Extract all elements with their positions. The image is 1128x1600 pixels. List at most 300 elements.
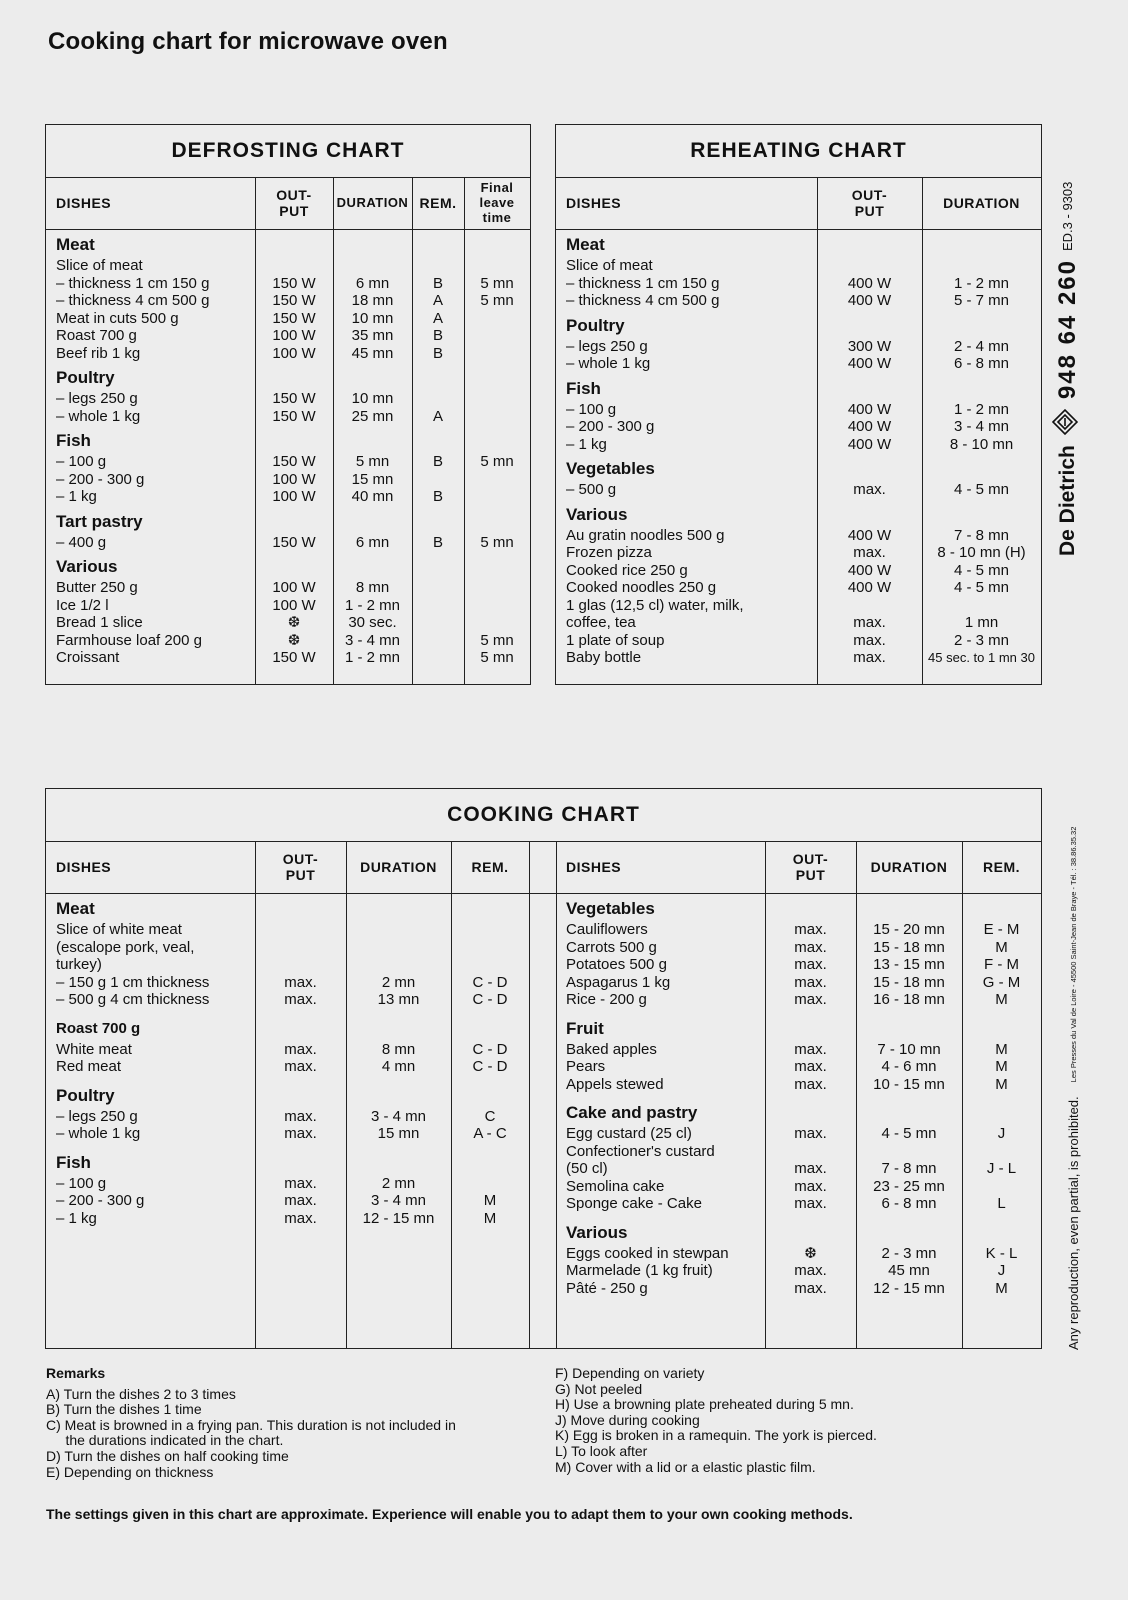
cell-output: 400 W: [847, 400, 892, 418]
table-row: [566, 1143, 1041, 1161]
remark-item: C) Meat is browned in a frying pan. This duration is not included in: [46, 1416, 456, 1433]
cell-rem: K - L: [985, 1244, 1018, 1262]
group-heading: Poultry: [56, 1085, 115, 1105]
cell-rem: C - D: [472, 1058, 508, 1075]
cell-duration: 40 mn: [351, 488, 394, 505]
cell-output: [765, 1143, 856, 1161]
cell-duration: 35 mn: [351, 327, 394, 344]
table-row: [566, 275, 1041, 293]
cell-dish: – thickness 4 cm 500 g: [566, 292, 720, 309]
group-heading: Fish: [56, 1152, 91, 1172]
cell-rem: C - D: [472, 1040, 508, 1058]
table-row: [56, 991, 529, 1009]
cell-output: max.: [284, 1192, 317, 1209]
cell-rem: [962, 1178, 1041, 1196]
remark-item: the durations indicated in the chart.: [46, 1432, 284, 1449]
cell-duration: [922, 257, 1041, 275]
cell-duration: 10 mn: [351, 309, 394, 327]
cell-rem: G - M: [982, 973, 1021, 991]
table-row: [56, 632, 530, 650]
cell-dish: – thickness 1 cm 150 g: [56, 274, 210, 292]
table-row: [566, 257, 1041, 275]
cell-rem: L: [997, 1195, 1006, 1212]
table-row: [566, 401, 1041, 419]
cell-output: 150 W: [272, 407, 316, 425]
cell-rem: C: [484, 1107, 496, 1125]
table-row: [56, 408, 530, 426]
cell-dish: Roast 700 g: [56, 327, 137, 344]
cooking-chart-title: COOKING CHART: [447, 803, 640, 826]
group-heading: Fish: [566, 378, 601, 398]
cell-rem: M: [995, 1058, 1008, 1075]
table-row: [566, 481, 1041, 499]
remark-item: E) Depending on thickness: [46, 1463, 214, 1480]
cell-rem: M: [995, 991, 1008, 1008]
cell-dish: Sponge cake - Cake: [566, 1195, 702, 1212]
cell-duration: 4 - 5 mn: [953, 579, 1010, 596]
cell-duration: 16 - 18 mn: [873, 991, 945, 1008]
cell-rem: E - M: [983, 921, 1020, 938]
cell-output: max.: [794, 1195, 827, 1212]
cell-leave: [464, 471, 530, 489]
cooking-chart-left-body: [56, 897, 529, 1227]
cell-leave: 5 mn: [480, 453, 514, 470]
cell-duration: 15 mn: [377, 1125, 420, 1142]
table-row: [56, 1210, 529, 1228]
cell-dish: Cooked noodles 250 g: [566, 579, 717, 596]
table-row: [566, 614, 1041, 632]
cell-leave: [464, 345, 530, 363]
cell-rem: J - L: [986, 1160, 1017, 1177]
defrosting-chart: [45, 124, 531, 685]
cell-duration: 7 - 8 mn: [881, 1160, 937, 1177]
cell-dish: – 1 kg: [56, 488, 97, 505]
table-row: [566, 338, 1041, 356]
cell-duration: 2 - 3 mn: [881, 1244, 937, 1262]
cell-dish: – 400 g: [56, 533, 107, 551]
cell-dish: Confectioner's custard: [566, 1142, 715, 1160]
table-row: [56, 1192, 529, 1210]
cell-duration: 45 mn: [351, 344, 394, 362]
cell-leave: 5 mn: [480, 631, 514, 649]
table-row: [566, 597, 1041, 615]
cell-dish: Baked apples: [566, 1040, 657, 1058]
cell-rem: B: [432, 274, 443, 292]
remark-item: B) Turn the dishes 1 time: [46, 1401, 202, 1418]
cooking-chart-right-body: [566, 897, 1041, 1297]
cell-output: 400 W: [847, 418, 892, 435]
table-row: [56, 275, 530, 293]
cell-output: max.: [794, 1177, 827, 1195]
table-row: [56, 488, 530, 506]
cell-duration: 4 mn: [381, 1058, 416, 1075]
defrosting-chart-body: [56, 233, 530, 667]
table-row: [56, 345, 530, 363]
cell-output: 150 W: [272, 274, 316, 292]
table-row: [566, 562, 1041, 580]
cell-dish: Meat in cuts 500 g: [56, 309, 179, 327]
edition-label: ED.3 - 9303: [1060, 181, 1075, 251]
table-row: [56, 921, 529, 939]
group-heading: Fish: [56, 431, 91, 450]
table-row: [566, 1160, 1041, 1178]
cell-rem: [412, 632, 464, 650]
cell-output: max.: [284, 1209, 317, 1227]
cell-output: 150 W: [272, 533, 316, 551]
header-dishes: DISHES: [566, 195, 622, 211]
group-heading: Fruit: [566, 1018, 604, 1038]
cell-output: 150 W: [272, 390, 316, 407]
cell-dish: – 1 kg: [56, 1209, 97, 1227]
remark-item: G) Not peeled: [555, 1380, 643, 1397]
remark-item: L) To look after: [555, 1442, 648, 1459]
cell-duration: 1 - 2 mn: [344, 596, 401, 614]
cell-rem: J: [997, 1125, 1006, 1142]
cell-rem: M: [995, 1040, 1008, 1058]
cell-dish: Marmelade (1 kg fruit): [566, 1262, 713, 1279]
remark-item: M) Cover with a lid or a elastic plastic film.: [555, 1458, 816, 1475]
cell-output: max.: [284, 1058, 317, 1075]
cell-dish: – 200 - 300 g: [566, 418, 655, 435]
cell-output: max.: [794, 973, 827, 991]
cell-rem: B: [432, 344, 443, 362]
remarks-title: Remarks: [46, 1365, 106, 1381]
cell-output: 400 W: [847, 526, 892, 544]
cell-dish: Red meat: [56, 1058, 122, 1075]
cell-rem: M: [483, 1209, 497, 1227]
cell-rem: [451, 1175, 529, 1193]
cell-dish: Slice of white meat: [56, 921, 182, 938]
cell-dish: Cooked rice 250 g: [566, 561, 688, 579]
table-row: [56, 1041, 529, 1059]
cell-duration: 6 - 8 mn: [881, 1195, 937, 1212]
cell-dish: Pears: [566, 1058, 606, 1075]
table-row: [566, 1195, 1041, 1213]
cell-output: 400 W: [847, 561, 892, 579]
cell-dish: (escalope pork, veal,: [56, 938, 195, 956]
defrost-symbol-icon: ❆: [287, 614, 301, 631]
cell-output: max.: [794, 991, 827, 1008]
cell-rem: A: [432, 407, 443, 425]
group-heading: Roast 700 g: [56, 1019, 141, 1037]
page-title: Cooking chart for microwave oven: [48, 28, 448, 55]
header-rem-right: REM.: [983, 859, 1020, 875]
cell-duration: 4 - 5 mn: [881, 1125, 937, 1142]
cell-rem: M: [483, 1192, 497, 1209]
cooking-chart: [45, 788, 1042, 1349]
group-heading: Tart pastry: [56, 511, 143, 531]
table-row: [56, 579, 530, 597]
table-row: [566, 1076, 1041, 1094]
table-row: [56, 1108, 529, 1126]
table-row: [566, 544, 1041, 562]
cell-dish: – whole 1 kg: [566, 355, 651, 372]
cell-duration: 6 - 8 mn: [953, 355, 1010, 372]
cell-output: 100 W: [272, 579, 316, 596]
cell-dish: Frozen pizza: [566, 544, 652, 561]
cell-output: max.: [794, 956, 827, 973]
cell-output: max.: [794, 1279, 827, 1297]
cell-duration: 10 - 15 mn: [873, 1075, 945, 1093]
header-output-right: OUT- PUT: [792, 851, 829, 883]
table-row: [566, 1262, 1041, 1280]
group-heading: Vegetables: [566, 459, 655, 478]
cell-output: 400 W: [847, 292, 892, 309]
cell-leave: [464, 488, 530, 506]
cell-dish: – thickness 1 cm 150 g: [566, 274, 720, 292]
cell-rem: [412, 579, 464, 597]
cell-output: max.: [853, 614, 886, 631]
table-row: [566, 436, 1041, 454]
cell-dish: 1 glas (12,5 cl) water, milk,: [566, 596, 744, 614]
cell-output: max.: [853, 481, 886, 498]
cell-dish: – legs 250 g: [566, 337, 648, 355]
cell-duration: 3 - 4 mn: [953, 418, 1010, 435]
table-row: [56, 939, 529, 957]
cell-output: 150 W: [272, 649, 316, 666]
cell-dish: – 500 g 4 cm thickness: [56, 991, 210, 1008]
cell-leave: [464, 579, 530, 597]
cell-dish: Butter 250 g: [56, 579, 138, 596]
header-duration: DURATION: [943, 195, 1020, 211]
cell-duration: 45 sec. to 1 mn 30: [928, 650, 1035, 665]
cell-dish: Croissant: [56, 649, 120, 666]
table-row: [566, 991, 1041, 1009]
cell-duration: 2 - 3 mn: [953, 631, 1010, 649]
cell-duration: 3 - 4 mn: [370, 1192, 427, 1209]
cell-duration: 7 - 8 mn: [953, 526, 1010, 544]
cell-duration: 4 - 6 mn: [881, 1058, 937, 1075]
cell-dish: Ice 1/2 l: [56, 596, 109, 614]
table-row: [566, 1178, 1041, 1196]
table-row: [56, 257, 530, 275]
cell-output: max.: [794, 938, 827, 956]
cell-rem: [412, 471, 464, 489]
defrosting-chart-title: DEFROSTING CHART: [171, 139, 405, 162]
cell-rem: M: [995, 938, 1008, 956]
table-row: [56, 1125, 529, 1143]
cell-output: 400 W: [847, 435, 892, 453]
cell-leave: [464, 257, 530, 275]
table-row: [56, 310, 530, 328]
cell-dish: – 100 g: [56, 1174, 107, 1192]
cell-rem: F - M: [984, 956, 1019, 973]
cell-dish: Eggs cooked in stewpan: [566, 1244, 729, 1262]
cell-output: 150 W: [272, 309, 316, 327]
table-row: [56, 597, 530, 615]
cell-duration: 6 mn: [355, 533, 390, 551]
table-row: [56, 649, 530, 667]
cell-dish: 1 plate of soup: [566, 631, 665, 649]
remark-item: D) Turn the dishes on half cooking time: [46, 1447, 289, 1464]
cell-rem: B: [432, 453, 443, 470]
header-rem: REM.: [419, 195, 457, 211]
cell-duration: 1 - 2 mn: [344, 649, 401, 666]
cell-dish: Bread 1 slice: [56, 614, 143, 631]
header-output: OUT- PUT: [851, 187, 888, 219]
cell-output: max.: [284, 1125, 317, 1142]
group-heading: Various: [566, 504, 628, 524]
table-row: [56, 471, 530, 489]
cell-dish: (50 cl): [566, 1160, 608, 1177]
cell-dish: – 100 g: [566, 400, 617, 418]
table-row: [56, 292, 530, 310]
cell-output: 400 W: [847, 355, 892, 372]
cell-rem: B: [432, 488, 443, 505]
cell-output: [255, 921, 346, 939]
cell-output: max.: [853, 631, 886, 649]
document-code: 948 64 260: [1053, 259, 1081, 400]
table-row: [566, 1041, 1041, 1059]
cell-duration: [346, 921, 451, 939]
cell-output: max.: [284, 1107, 317, 1125]
group-heading: Meat: [56, 899, 95, 918]
cell-dish: Rice - 200 g: [566, 991, 647, 1008]
cell-dish: Potatoes 500 g: [566, 956, 667, 973]
header-output: OUT- PUT: [276, 187, 312, 219]
cell-output: 100 W: [272, 596, 316, 614]
table-row: [566, 1280, 1041, 1298]
cell-duration: 2 mn: [381, 973, 416, 991]
printer-credit: Les Presses du Val de Loire - 45500 Saint-Jean de Braye - Tél. : 38.86.35.32: [1069, 826, 1078, 1083]
reheating-chart: [555, 124, 1042, 685]
cell-duration: 8 - 10 mn: [949, 435, 1014, 453]
cell-output: 400 W: [847, 579, 892, 596]
table-row: [566, 1058, 1041, 1076]
cell-rem: B: [432, 327, 443, 344]
cell-output: max.: [284, 991, 317, 1008]
cell-dish: Slice of meat: [566, 257, 653, 274]
cell-dish: – thickness 4 cm 500 g: [56, 292, 210, 309]
cell-duration: 8 mn: [355, 579, 390, 596]
group-heading: Various: [56, 557, 118, 576]
cell-output: max.: [794, 1075, 827, 1093]
cell-rem: A: [432, 309, 443, 327]
cell-duration: 1 - 2 mn: [953, 274, 1010, 292]
cell-duration: 6 mn: [355, 274, 390, 292]
table-row: [56, 974, 529, 992]
remark-item: A) Turn the dishes 2 to 3 times: [46, 1385, 236, 1402]
table-row: [56, 1058, 529, 1076]
group-heading: Vegetables: [566, 899, 655, 918]
cell-output: max.: [284, 973, 317, 991]
header-duration: DURATION: [336, 195, 409, 210]
cell-rem: [412, 597, 464, 615]
cell-duration: [346, 939, 451, 957]
cell-duration: 45 mn: [888, 1262, 930, 1279]
cell-duration: 23 - 25 mn: [873, 1177, 945, 1195]
cell-output: max.: [853, 544, 886, 561]
cell-dish: – whole 1 kg: [56, 1125, 141, 1142]
cell-duration: 8 mn: [381, 1040, 416, 1058]
cell-duration: 1 - 2 mn: [953, 400, 1010, 418]
cell-output: 100 W: [272, 488, 316, 505]
table-row: [566, 921, 1041, 939]
table-row: [566, 632, 1041, 650]
cell-dish: – legs 250 g: [56, 390, 138, 407]
remark-item: J) Move during cooking: [555, 1411, 700, 1428]
group-heading: Meat: [56, 235, 95, 254]
cell-duration: 10 mn: [351, 390, 394, 407]
cell-rem: M: [995, 1279, 1008, 1297]
cell-output: 100 W: [272, 344, 316, 362]
cell-dish: Appels stewed: [566, 1075, 664, 1093]
cell-dish: Baby bottle: [566, 649, 642, 666]
cell-rem: [451, 956, 529, 974]
cell-output: max.: [794, 1125, 827, 1142]
cell-output: max.: [794, 921, 827, 938]
cell-dish: Au gratin noodles 500 g: [566, 526, 725, 544]
cell-duration: [922, 597, 1041, 615]
cell-dish: – 200 - 300 g: [56, 470, 145, 488]
cell-output: 150 W: [272, 453, 316, 470]
table-row: [566, 1125, 1041, 1143]
cell-duration: 7 - 10 mn: [877, 1040, 941, 1058]
table-row: [566, 292, 1041, 310]
brand-strip: [1052, 182, 1083, 556]
cell-leave: 5 mn: [480, 533, 514, 551]
cell-dish: – 500 g: [566, 481, 617, 498]
cell-output: max.: [284, 1174, 317, 1192]
table-row: [56, 453, 530, 471]
cell-dish: Aspagarus 1 kg: [566, 973, 671, 991]
cell-dish: Slice of meat: [56, 257, 143, 274]
cell-duration: [333, 257, 412, 275]
cell-output: [255, 956, 346, 974]
cell-rem: [451, 939, 529, 957]
cell-rem: [412, 649, 464, 667]
cell-duration: 13 mn: [377, 991, 420, 1008]
cell-dish: Pâté - 250 g: [566, 1279, 648, 1297]
header-output-left: OUT- PUT: [282, 851, 319, 883]
cell-duration: 5 mn: [355, 453, 390, 470]
header-duration-right: DURATION: [870, 859, 948, 875]
cell-dish: – whole 1 kg: [56, 407, 141, 425]
cell-duration: 15 - 20 mn: [873, 921, 945, 938]
cell-output: 100 W: [272, 327, 316, 344]
cell-leave: 5 mn: [480, 274, 514, 292]
table-row: [56, 534, 530, 552]
cell-rem: C - D: [472, 991, 508, 1008]
remarks-left: [46, 1366, 456, 1480]
cell-leave: [464, 614, 530, 632]
header-final-leave-time: Final leave time: [479, 180, 515, 225]
defrost-symbol-icon: ❆: [287, 631, 301, 649]
cell-duration: 30 sec.: [348, 614, 397, 631]
cell-duration: 15 mn: [351, 470, 394, 488]
legal-strip: [1066, 827, 1081, 1350]
reheating-chart-title: REHEATING CHART: [690, 139, 907, 162]
cell-duration: 3 - 4 mn: [344, 631, 401, 649]
cell-output: [255, 939, 346, 957]
group-heading: Poultry: [56, 368, 115, 387]
cell-dish: White meat: [56, 1040, 132, 1058]
header-dishes: DISHES: [56, 195, 112, 211]
cell-dish: – 150 g 1 cm thickness: [56, 973, 210, 991]
cell-duration: 12 - 15 mn: [873, 1279, 945, 1297]
table-row: [566, 579, 1041, 597]
cell-rem: C - D: [472, 973, 508, 991]
cell-rem: [412, 257, 464, 275]
cell-dish: Egg custard (25 cl): [566, 1125, 692, 1142]
cell-rem: [451, 921, 529, 939]
cell-duration: 3 - 4 mn: [370, 1107, 427, 1125]
cell-leave: [464, 327, 530, 345]
cell-duration: 15 - 18 mn: [873, 938, 945, 956]
table-row: [56, 614, 530, 632]
cell-dish: Farmhouse loaf 200 g: [56, 631, 202, 649]
cell-duration: 4 - 5 mn: [953, 481, 1010, 498]
